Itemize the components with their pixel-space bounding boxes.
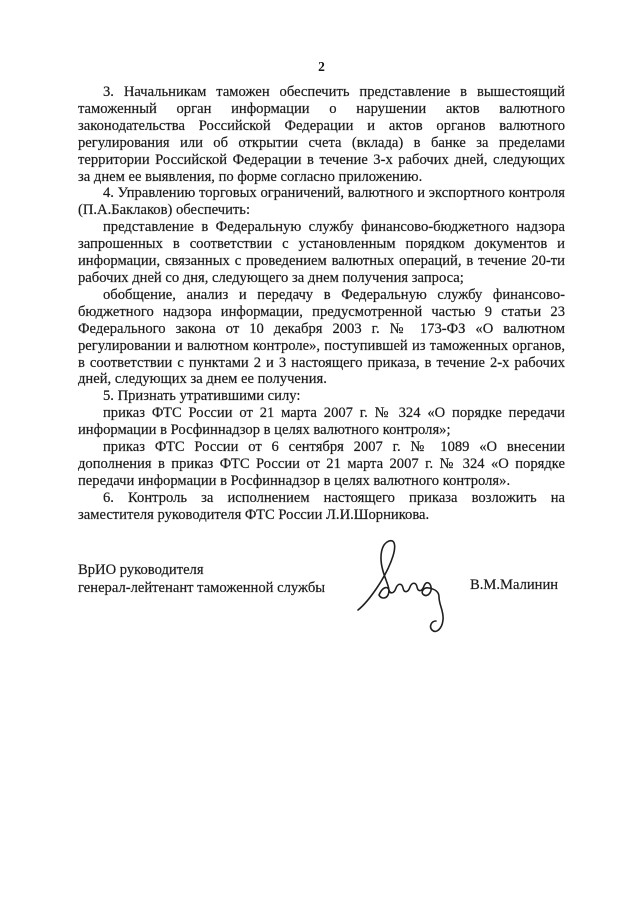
- paragraph-point-5-sub-2: приказ ФТС России от 6 сентября 2007 г. № 1089 «О внесении дополнения в приказ ФТС России от 21 марта 2007 г. № 324 «О порядке передачи информации в Росфиннадзор в целях валютного контроля».: [78, 439, 565, 489]
- handwritten-signature-icon: [338, 534, 470, 640]
- paragraph-point-3: 3. Начальникам таможен обеспечить представление в вышестоящий таможенный орган информации о нарушении актов валютного законодательства Российской Федерации и актов органов валютного регулирования или об открытии счета (вклада) в банке за пределами территории Российской Федерации в течение 3-х рабочих дней, следующих за днем ее выявления, по форме согласно приложению.: [78, 84, 565, 185]
- signatory-position: [78, 562, 325, 597]
- signatory-name: В.М.Малинин: [470, 577, 559, 593]
- page-number: 2: [318, 59, 325, 74]
- paragraph-point-6: 6. Контроль за исполнением настоящего приказа возложить на заместителя руководителя ФТС России Л.И.Шорникова.: [78, 489, 565, 523]
- document-body: [78, 84, 565, 524]
- paragraph-point-5: 5. Признать утратившими силу:: [103, 388, 301, 405]
- paragraph-point-4: 4. Управлению торговых ограничений, валютного и экспортного контроля (П.А.Баклаков) обеспечить:: [78, 185, 565, 219]
- paragraph-point-4-sub-2: обобщение, анализ и передачу в Федеральную службу финансово-бюджетного надзора информации, предусмотренной частью 9 статьи 23 Федерального закона от 10 декабря 2003 г. № 173-ФЗ «О валютном регулировании и валютном контроле», поступившей из таможенных органов, в соответствии с пунктами 2 и 3 настоящего приказа, в течение 2-х рабочих дней, следующих за днем ее получения.: [78, 286, 565, 388]
- signatory-position-line2: генерал-лейтенант таможенной службы: [78, 579, 326, 596]
- paragraph-point-4-sub-1: представление в Федеральную службу финансово-бюджетного надзора запрошенных в соответствии с установленным порядком документов и информации, связанных с проведением валютных операций, в течение 20-ти рабочих дней со дня, следующего за днем получения запроса;: [78, 219, 565, 286]
- paragraph-point-5-sub-1: приказ ФТС России от 21 марта 2007 г. № 324 «О порядке передачи информации в Росфиннадзор в целях валютного контроля»;: [78, 405, 565, 439]
- signatory-position-line1: ВрИО руководителя: [78, 562, 204, 578]
